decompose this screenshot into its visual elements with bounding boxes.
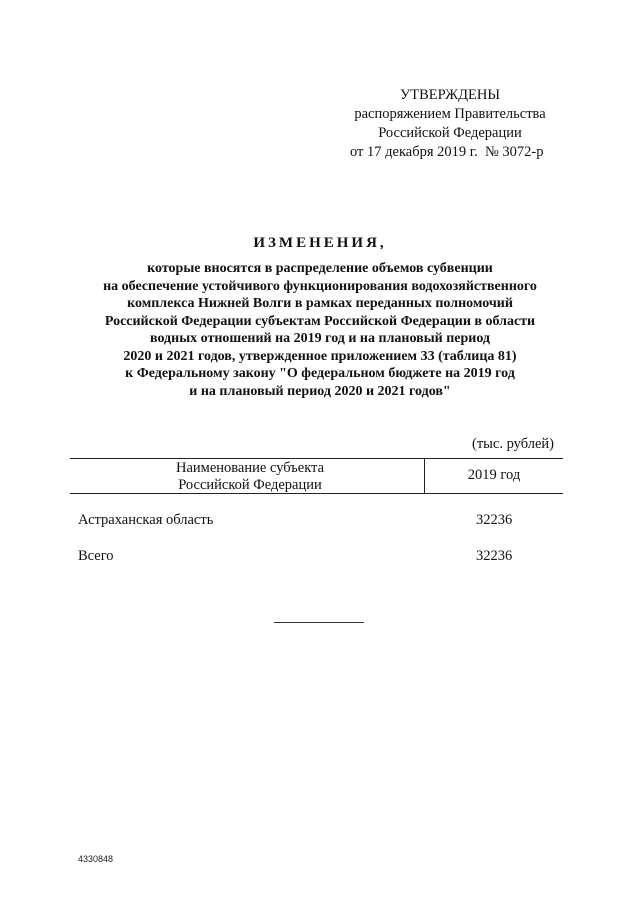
- column-header-name-line-2: Российской Федерации: [178, 477, 322, 493]
- amount-cell: 32236: [476, 512, 513, 528]
- document-title: ИЗМЕНЕНИЯ,: [253, 235, 387, 251]
- document-subtitle: [60, 260, 580, 400]
- approval-date: от 17 декабря 2019 г. № 3072-р: [350, 144, 544, 160]
- column-header-year: 2019 год: [467, 467, 521, 483]
- subtitle-line: Российской Федерации субъектам Российской Федерации в области: [104, 313, 536, 329]
- end-of-document-line: [274, 622, 364, 623]
- table-column-divider: [424, 458, 425, 494]
- table-units: (тыс. рублей): [472, 436, 554, 452]
- approval-heading: УТВЕРЖДЕНЫ: [399, 87, 501, 103]
- subtitle-line: водных отношений на 2019 год и на плановый период: [149, 331, 491, 346]
- total-label-cell: Всего: [78, 548, 114, 564]
- column-header-name: [100, 460, 400, 494]
- region-name-cell: Астраханская область: [78, 512, 214, 528]
- subtitle-line: к Федеральному закону "О федеральном бюджете на 2019 год: [125, 366, 515, 381]
- subtitle-line: которые вносятся в распределение объемов субвенции: [147, 261, 493, 276]
- approval-line-2: Российской Федерации: [378, 125, 522, 141]
- total-amount-cell: 32236: [476, 548, 513, 564]
- document-number: 4330848: [78, 854, 114, 864]
- subtitle-line: и на плановый период 2020 и 2021 годов": [189, 383, 451, 399]
- approval-block: [300, 86, 600, 162]
- subtitle-line: 2020 и 2021 годов, утвержденное приложением 33 (таблица 81): [123, 348, 517, 364]
- approval-line-1: распоряжением Правительства: [354, 106, 546, 122]
- subtitle-line: комплекса Нижней Волги в рамках переданных полномочий: [127, 296, 513, 311]
- table-top-border: [70, 458, 563, 459]
- column-header-name-line-1: Наименование субъекта: [175, 460, 325, 476]
- subtitle-line: на обеспечение устойчивого функционирования водохозяйственного: [103, 278, 537, 294]
